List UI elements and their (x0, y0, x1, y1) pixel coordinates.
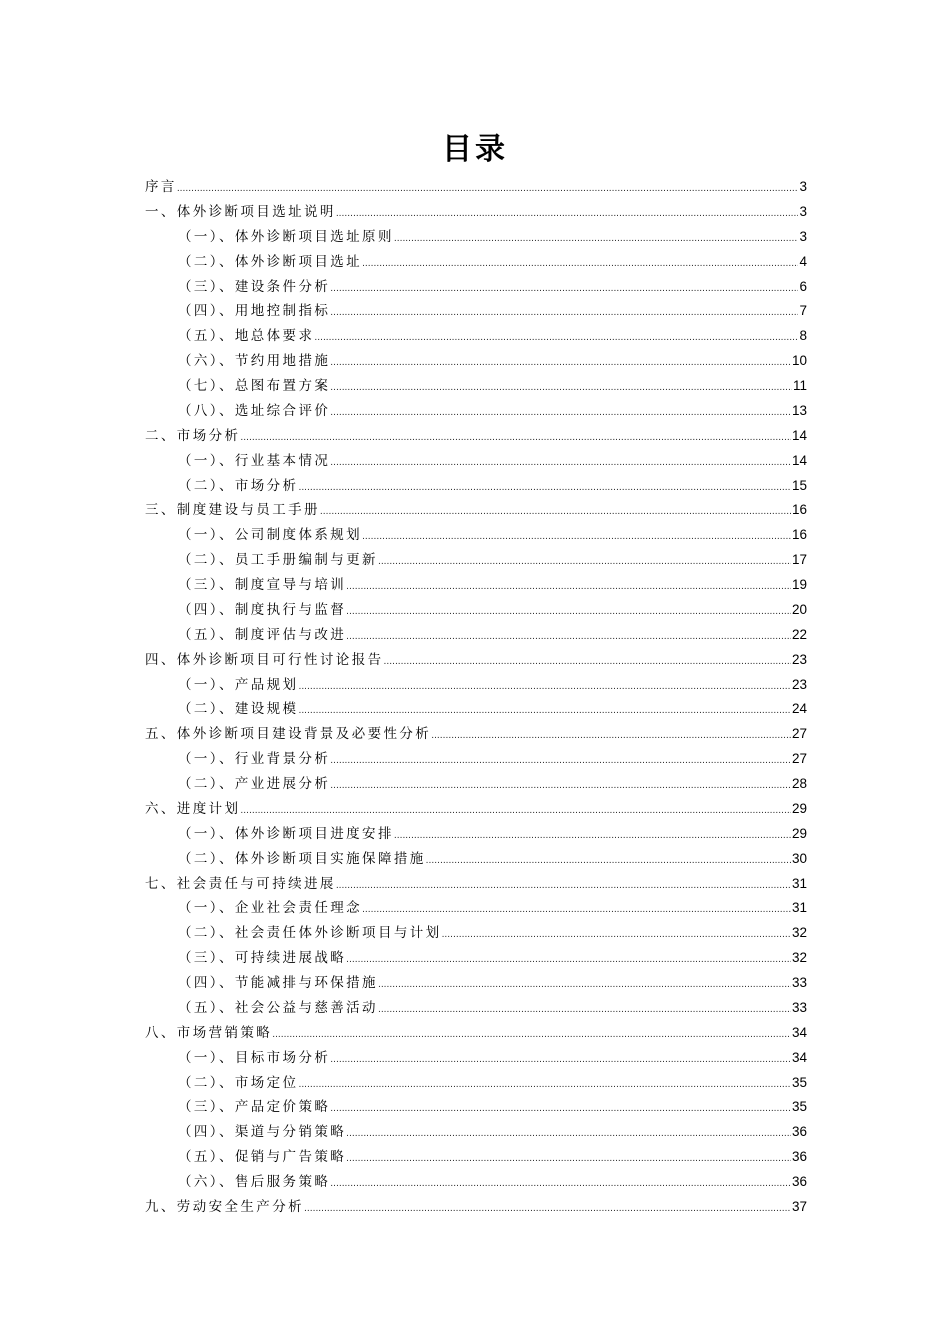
toc-section-entry[interactable] (145, 1145, 807, 1170)
toc-page-number: 37 (791, 1198, 807, 1214)
toc-entry-label: （二）、建设规模 (178, 701, 299, 718)
page-title: 目录 (442, 132, 508, 167)
toc-entry-label: （二）、体外诊断项目实施保障措施 (178, 850, 426, 867)
toc-page-number: 17 (791, 552, 807, 568)
toc-section-entry[interactable] (145, 324, 807, 349)
toc-page-number: 14 (791, 427, 807, 443)
toc-chapter-entry[interactable] (145, 424, 807, 449)
toc-entry-label: （四）、用地控制指标 (178, 303, 331, 320)
toc-section-entry[interactable] (145, 1170, 807, 1195)
toc-entry-label: （二）、市场分析 (178, 477, 299, 494)
toc-page-number: 20 (791, 601, 807, 617)
toc-page-number: 29 (791, 825, 807, 841)
toc-page-number: 6 (799, 278, 807, 294)
toc-entry-label: （三）、制度宣导与培训 (178, 577, 347, 593)
toc-page-number: 35 (791, 1074, 807, 1090)
toc-entry-label: （二）、员工手册编制与更新 (178, 552, 378, 569)
toc-section-entry[interactable] (145, 250, 807, 275)
toc-dot-leader (394, 227, 799, 252)
toc-page-number: 31 (791, 900, 807, 916)
toc-dot-leader (240, 799, 791, 824)
toc-chapter-entry[interactable] (145, 872, 807, 897)
toc-page-number: 31 (791, 875, 807, 891)
toc-entry-label: 一、体外诊断项目选址说明 (145, 203, 336, 220)
toc-dot-leader (426, 849, 791, 874)
toc-page-number: 19 (791, 577, 807, 592)
toc-entry-label: 五、体外诊断项目建设背景及必要性分析 (145, 726, 432, 743)
toc-entry-label: 四、体外诊断项目可行性讨论报告 (145, 651, 384, 668)
toc-dot-leader (330, 1097, 791, 1122)
toc-dot-leader (394, 824, 791, 849)
toc-dot-leader (346, 600, 791, 625)
toc-dot-leader (298, 1073, 791, 1098)
toc-dot-leader (330, 351, 791, 376)
toc-chapter-entry[interactable] (145, 498, 807, 523)
toc-page-number: 24 (791, 701, 807, 717)
toc-section-entry[interactable] (145, 275, 807, 300)
toc-section-entry[interactable] (145, 772, 807, 797)
toc-page-number: 16 (791, 527, 807, 543)
toc-section-entry[interactable] (145, 474, 807, 499)
toc-section-entry[interactable] (145, 1071, 807, 1096)
toc-entry-label: （一）、行业基本情况 (178, 452, 331, 469)
toc-dot-leader (298, 699, 791, 724)
toc-section-entry[interactable] (145, 996, 807, 1021)
toc-page-number: 28 (791, 776, 807, 791)
toc-section-entry[interactable] (145, 896, 807, 921)
toc-page-number: 34 (791, 1024, 807, 1040)
toc-dot-leader (330, 277, 798, 302)
toc-dot-leader (330, 1048, 791, 1073)
toc-section-entry[interactable] (145, 548, 807, 573)
toc-page-number: 36 (791, 1174, 807, 1189)
toc-dot-leader (336, 874, 791, 899)
toc-dot-leader (240, 426, 791, 451)
toc-page-number: 36 (791, 1124, 807, 1140)
toc-section-entry[interactable] (145, 747, 807, 772)
toc-chapter-entry[interactable] (145, 648, 807, 673)
toc-dot-leader (378, 998, 791, 1023)
toc-page-number: 11 (792, 378, 807, 393)
toc-entry-label: （一）、体外诊断项目选址原则 (178, 228, 394, 245)
toc-section-entry[interactable] (145, 399, 807, 424)
toc-section-entry[interactable] (145, 1095, 807, 1120)
toc-dot-leader (362, 252, 798, 277)
toc-entry-label: （一）、目标市场分析 (178, 1049, 331, 1066)
toc-page-number: 30 (791, 850, 807, 866)
toc-section-entry[interactable] (145, 225, 807, 250)
toc-entry-label: （三）、产品定价策略 (178, 1099, 331, 1116)
toc-dot-leader (304, 1197, 791, 1222)
toc-entry-label: （二）、体外诊断项目选址 (178, 253, 363, 270)
toc-dot-leader (384, 650, 791, 675)
toc-entry-label: 三、制度建设与员工手册 (145, 502, 320, 519)
toc-chapter-entry[interactable] (145, 1021, 807, 1046)
toc-entry-label: （四）、节能减排与环保措施 (178, 975, 378, 991)
toc-entry-label: （七）、总图布置方案 (178, 378, 331, 394)
toc-page-number: 3 (799, 179, 807, 194)
toc-dot-leader (431, 724, 791, 749)
toc-page-number: 3 (799, 228, 807, 244)
toc-entry-label: （三）、建设条件分析 (178, 278, 331, 295)
toc-dot-leader (330, 451, 791, 476)
toc-entry-label: （八）、选址综合评价 (178, 402, 331, 419)
toc-entry-label: （一）、行业背景分析 (178, 751, 331, 768)
toc-dot-leader (177, 177, 799, 202)
toc-section-entry[interactable] (145, 623, 807, 648)
toc-page-number: 27 (791, 751, 807, 767)
toc-chapter-entry[interactable] (145, 175, 807, 200)
toc-entry-label: （五）、地总体要求 (178, 328, 315, 345)
toc-page-number: 10 (791, 353, 807, 369)
toc-chapter-entry[interactable] (145, 200, 807, 225)
toc-section-entry[interactable] (145, 946, 807, 971)
toc-entry-label: 二、市场分析 (145, 427, 241, 444)
toc-page-number: 33 (791, 975, 807, 990)
toc-dot-leader (272, 1023, 791, 1048)
toc-dot-leader (346, 575, 791, 600)
toc-entry-label: （二）、市场定位 (178, 1074, 299, 1091)
toc-dot-leader (362, 898, 791, 923)
toc-entry-label: 八、市场营销策略 (145, 1024, 273, 1041)
toc-entry-label: （一）、企业社会责任理念 (178, 900, 363, 917)
toc-entry-label: （四）、渠道与分销策略 (178, 1124, 347, 1141)
toc-dot-leader (320, 500, 791, 525)
toc-page-number: 36 (791, 1149, 807, 1165)
toc-entry-label: （二）、产业进展分析 (178, 776, 331, 792)
toc-section-entry[interactable] (145, 822, 807, 847)
toc-page-number: 15 (791, 477, 807, 493)
toc-dot-leader (336, 202, 799, 227)
toc-entry-label: （一）、体外诊断项目进度安排 (178, 825, 394, 842)
toc-entry-label: （六）、节约用地措施 (178, 353, 331, 370)
toc-entry-label: （五）、制度评估与改进 (178, 626, 347, 643)
toc-entry-label: （六）、售后服务策略 (178, 1174, 331, 1190)
toc-page-number: 32 (791, 925, 807, 941)
toc-section-entry[interactable] (145, 349, 807, 374)
toc-entry-label: 序言 (145, 179, 177, 195)
toc-entry-label: （一）、产品规划 (178, 676, 299, 693)
toc-section-entry[interactable] (145, 1120, 807, 1145)
toc-section-entry[interactable] (145, 1046, 807, 1071)
toc-page-number: 29 (791, 800, 807, 816)
toc-dot-leader (442, 923, 791, 948)
toc-dot-leader (330, 301, 798, 326)
toc-chapter-entry[interactable] (145, 722, 807, 747)
toc-section-entry[interactable] (145, 573, 807, 598)
toc-page-number: 16 (791, 502, 807, 518)
toc-section-entry[interactable] (145, 449, 807, 474)
toc-entry-label: 九、劳动安全生产分析 (145, 1198, 304, 1215)
toc-page-number: 35 (791, 1099, 807, 1115)
toc-page-number: 33 (791, 999, 807, 1015)
toc-dot-leader (346, 1147, 791, 1172)
toc-section-entry[interactable] (145, 847, 807, 872)
toc-section-entry[interactable] (145, 697, 807, 722)
toc-entry-label: （二）、社会责任体外诊断项目与计划 (178, 925, 442, 942)
toc-section-entry[interactable] (145, 971, 807, 996)
toc-page-number: 32 (791, 950, 807, 966)
toc-dot-leader (346, 948, 791, 973)
toc-entry-label: 六、进度计划 (145, 800, 241, 817)
toc-dot-leader (362, 525, 791, 550)
toc-chapter-entry[interactable] (145, 1195, 807, 1220)
toc-section-entry[interactable] (145, 673, 807, 698)
toc-page-number: 23 (791, 651, 807, 667)
toc-dot-leader (378, 973, 791, 998)
toc-dot-leader (330, 401, 791, 426)
toc-section-entry[interactable] (145, 374, 807, 399)
toc-page-number: 23 (791, 676, 807, 692)
toc-entry-label: （四）、制度执行与监督 (178, 601, 347, 618)
toc-entry-label: 七、社会责任与可持续进展 (145, 875, 336, 892)
toc-entry-label: （五）、社会公益与慈善活动 (178, 999, 378, 1016)
toc-page-number: 7 (799, 303, 807, 319)
toc-dot-leader (346, 1122, 791, 1147)
toc-page-number: 34 (791, 1049, 807, 1065)
toc-dot-leader (346, 625, 791, 650)
toc-section-entry[interactable] (145, 299, 807, 324)
toc-page-number: 4 (799, 253, 807, 269)
toc-dot-leader (298, 476, 791, 501)
toc-dot-leader (330, 376, 792, 401)
toc-dot-leader (330, 1172, 791, 1197)
toc-section-entry[interactable] (145, 598, 807, 623)
toc-section-entry[interactable] (145, 921, 807, 946)
toc-page-number: 13 (791, 402, 807, 418)
toc-page-number: 22 (791, 626, 807, 642)
toc-page-number: 27 (791, 726, 807, 742)
toc-dot-leader (298, 675, 791, 700)
toc-entry-label: （一）、公司制度体系规划 (178, 527, 363, 544)
toc-chapter-entry[interactable] (145, 797, 807, 822)
table-of-contents (145, 175, 807, 1220)
toc-dot-leader (314, 326, 798, 351)
toc-page-number: 14 (791, 452, 807, 468)
toc-section-entry[interactable] (145, 523, 807, 548)
toc-page-number: 3 (799, 203, 807, 219)
toc-dot-leader (378, 550, 791, 575)
toc-dot-leader (330, 749, 791, 774)
toc-page-number: 8 (799, 328, 807, 344)
toc-dot-leader (330, 774, 791, 799)
toc-entry-label: （三）、可持续进展战略 (178, 950, 347, 967)
toc-entry-label: （五）、促销与广告策略 (178, 1149, 347, 1166)
